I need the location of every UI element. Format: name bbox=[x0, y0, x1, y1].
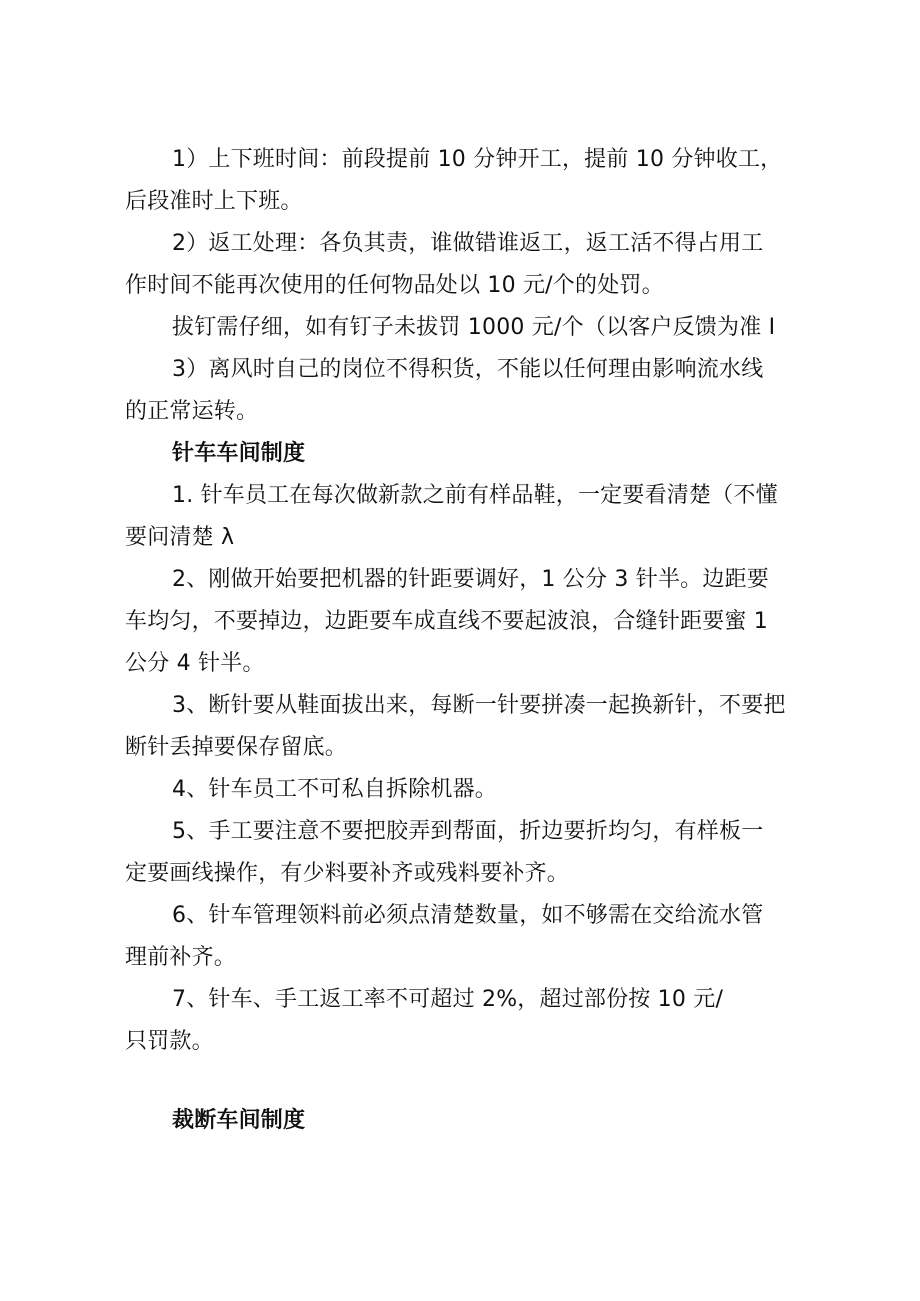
section-heading: 裁断车间制度 bbox=[172, 1108, 306, 1133]
text-line: 只罚款。 bbox=[125, 1029, 214, 1054]
text-line: 的正常运转。 bbox=[125, 399, 259, 424]
text-line: 6、针车管理领料前必须点清楚数量，如不够需在交给流水管 bbox=[172, 903, 764, 928]
text-line: 理前补齐。 bbox=[125, 945, 237, 970]
section-heading: 针车车间制度 bbox=[172, 441, 306, 466]
text-line: 要问清楚 λ bbox=[125, 525, 235, 550]
text-line: 4、针车员工不可私自拆除机器。 bbox=[172, 777, 497, 802]
text-line: 2）返工处理：各负其责，谁做错谁返工，返工活不得占用工 bbox=[172, 231, 764, 256]
text-line: 7、针车、手工返工率不可超过 2%，超过部份按 10 元/ bbox=[172, 987, 724, 1012]
text-line: 拔钉需仔细，如有钉子未拔罚 1000 元/个（以客户反馈为准 I bbox=[172, 315, 776, 340]
text-line: 定要画线操作，有少料要补齐或残料要补齐。 bbox=[125, 861, 570, 886]
text-line: 后段准时上下班。 bbox=[125, 189, 303, 214]
text-line: 1）上下班时间：前段提前 10 分钟开工，提前 10 分钟收工， bbox=[172, 147, 783, 172]
text-line: 断针丢掉要保存留底。 bbox=[125, 735, 348, 760]
text-line: 5、手工要注意不要把胶弄到帮面，折边要折均匀，有样板一 bbox=[172, 819, 764, 844]
text-line: 车均匀，不要掉边，边距要车成直线不要起波浪，合缝针距要蜜 1 bbox=[125, 609, 768, 634]
text-line: 3）离风时自己的岗位不得积货，不能以任何理由影响流水线 bbox=[172, 357, 764, 382]
text-line: 1. 针车员工在每次做新款之前有样品鞋，一定要看清楚（不懂 bbox=[172, 483, 778, 508]
text-line: 2、刚做开始要把机器的针距要调好，1 公分 3 针半。边距要 bbox=[172, 567, 769, 592]
text-line: 3、断针要从鞋面拔出来，每断一针要拼凑一起换新针，不要把 bbox=[172, 693, 786, 718]
text-line: 公分 4 针半。 bbox=[125, 651, 265, 676]
text-line: 作时间不能再次使用的任何物品处以 10 元/个的处罚。 bbox=[125, 273, 664, 298]
